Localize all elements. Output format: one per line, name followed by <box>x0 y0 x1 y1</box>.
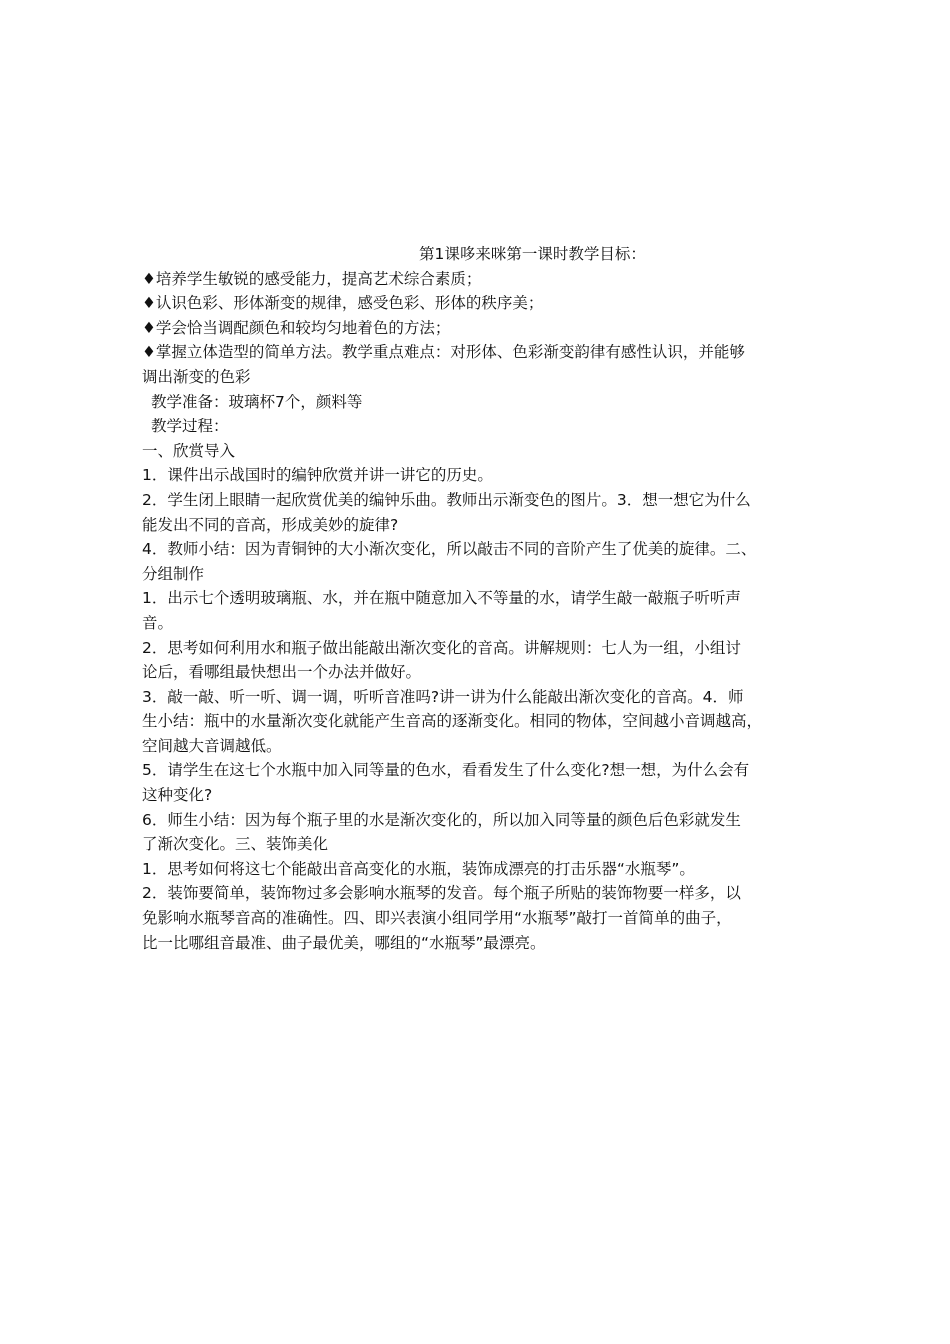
text-line: 2．学生闭上眼睛一起欣赏优美的编钟乐曲。教师出示渐变色的图片。3．想一想它为什么 <box>142 490 751 509</box>
objective-line-4: ♦掌握立体造型的简单方法。教学重点难点：对形体、色彩渐变韵律有感性认识，并能够 <box>142 343 745 362</box>
text-line: 比一比哪组音最准、曲子最优美，哪组的“水瓶琴”最漂亮。 <box>142 933 546 952</box>
objective-line-3: ♦学会恰当调配颜色和较均匀地着色的方法； <box>142 318 451 337</box>
objective-line-2: ♦认识色彩、形体渐变的规律，感受色彩、形体的秩序美； <box>142 294 544 313</box>
text-line: 了渐次变化。三、装饰美化 <box>142 835 329 854</box>
text-line: 2．思考如何利用水和瓶子做出能敲出渐次变化的音高。讲解规则：七人为一组，小组讨 <box>142 638 741 657</box>
text-line: 空间越大音调越低。 <box>142 736 282 755</box>
text-line: 5．请学生在这七个水瓶中加入同等量的色水，看看发生了什么变化?想一想，为什么会有 <box>142 761 750 780</box>
document-body <box>142 242 814 955</box>
text-line: 3．敲一敲、听一听、调一调，听听音准吗?讲一讲为什么能敲出渐次变化的音高。4．师 <box>142 687 744 706</box>
text-line: 4．教师小结：因为青铜钟的大小渐次变化，所以敲击不同的音阶产生了优美的旋律。二、 <box>142 540 757 559</box>
text-line: 调出渐变的色彩 <box>142 367 251 386</box>
document-title: 第1课哆来咪第一课时教学目标： <box>419 245 646 263</box>
text-line: 2．装饰要简单，装饰物过多会影响水瓶琴的发音。每个瓶子所贴的装饰物要一样多，以 <box>142 884 741 903</box>
preparation-line: 教学准备：玻璃杯7个，颜料等 <box>151 392 363 411</box>
text-line: 生小结：瓶中的水量渐次变化就能产生音高的逐渐变化。相同的物体，空间越小音调越高， <box>142 712 763 731</box>
text-line: 分组制作 <box>142 564 205 583</box>
text-line: 音。 <box>142 613 174 632</box>
text-line: 论后，看哪组最快想出一个办法并做好。 <box>142 663 422 682</box>
objective-line-1: ♦培养学生敏锐的感受能力，提高艺术综合素质； <box>142 269 482 288</box>
section-heading-1: 一、欣赏导入 <box>142 441 236 460</box>
text-line: 1．思考如何将这七个能敲出音高变化的水瓶，装饰成漂亮的打击乐器“水瓶琴”。 <box>142 859 695 878</box>
text-line: 免影响水瓶琴音高的准确性。四、即兴表演小组同学用“水瓶琴”敲打一首简单的曲子， <box>142 909 732 928</box>
process-heading: 教学过程： <box>151 417 229 436</box>
text-line: 6．师生小结：因为每个瓶子里的水是渐次变化的，所以加入同等量的颜色后色彩就发生 <box>142 810 741 829</box>
text-line: 1．出示七个透明玻璃瓶、水，并在瓶中随意加入不等量的水，请学生敲一敲瓶子听听声 <box>142 589 741 608</box>
text-line: 这种变化? <box>142 786 213 805</box>
text-line: 能发出不同的音高，形成美妙的旋律? <box>142 515 399 534</box>
text-line: 1．课件出示战国时的编钟欣赏并讲一讲它的历史。 <box>142 466 493 485</box>
